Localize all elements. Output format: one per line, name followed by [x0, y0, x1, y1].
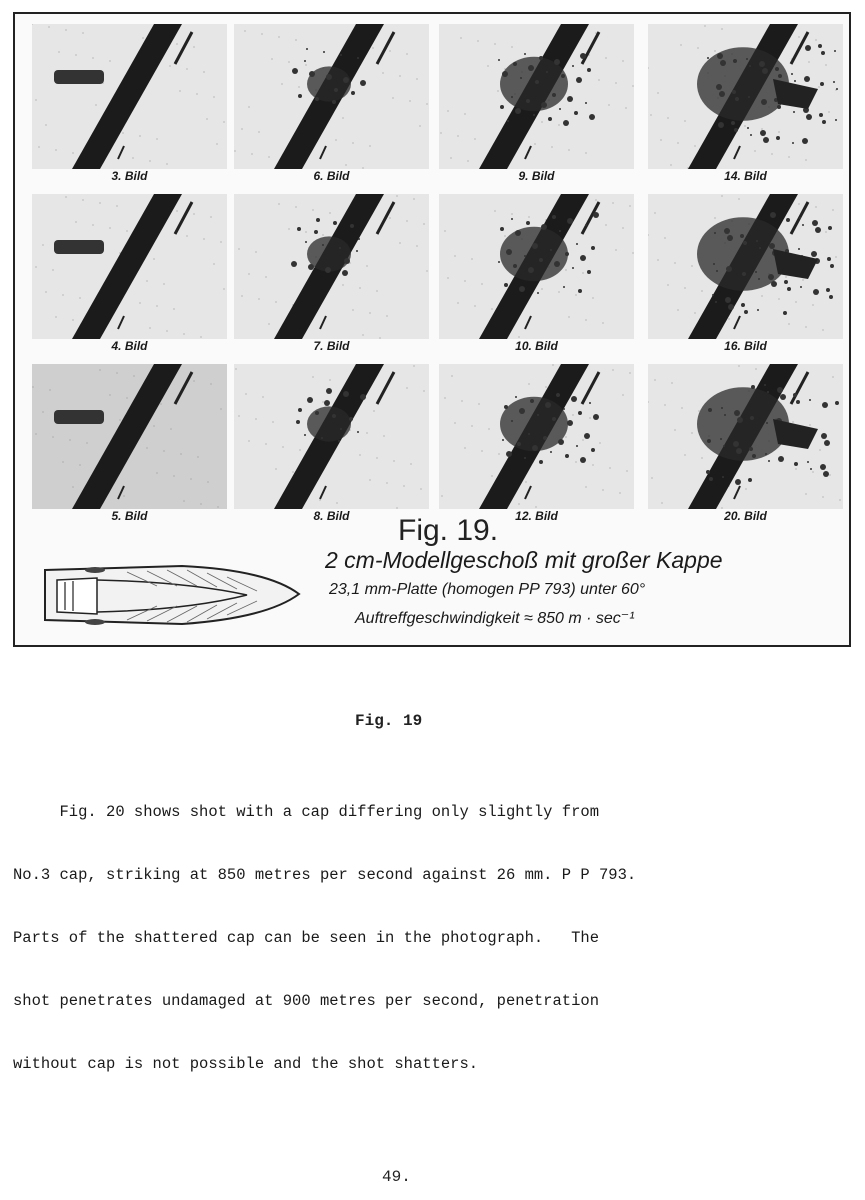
photo-frame [648, 24, 843, 169]
photo-frame-caption: 16. Bild [724, 339, 767, 353]
figure-reference-label: Fig. 19 [355, 712, 423, 730]
photo-frame-caption: 7. Bild [313, 339, 350, 353]
photo-frame [32, 364, 227, 509]
photo-frame-caption: 12. Bild [515, 509, 558, 523]
body-line: Fig. 20 shows shot with a cap differing only slightly from [13, 803, 599, 821]
body-line: shot penetrates undamaged at 900 metres per second, penetration [13, 992, 599, 1010]
photo-frame [648, 194, 843, 339]
photo-frame-caption: 14. Bild [724, 169, 767, 183]
figure-plate [13, 12, 851, 647]
photo-frame-caption: 10. Bild [515, 339, 558, 353]
photo-frame [234, 364, 429, 509]
figure-handwritten-label: Fig. 19. [398, 514, 499, 547]
body-paragraph [13, 760, 833, 1096]
photo-frame [32, 24, 227, 169]
body-line: without cap is not possible and the shot shatters. [13, 1055, 479, 1073]
photo-frame [234, 194, 429, 339]
photo-frame [648, 364, 843, 509]
photo-frame-caption: 9. Bild [518, 169, 555, 183]
photo-frame [439, 364, 634, 509]
photo-frame-caption: 3. Bild [111, 169, 148, 183]
photo-frame [234, 24, 429, 169]
body-line: No.3 cap, striking at 850 metres per second against 26 mm. P P 793. [13, 866, 637, 884]
figure-title: 2 cm-Modellgeschoß mit großer Kappe [325, 547, 723, 573]
photo-frame-caption: 20. Bild [724, 509, 767, 523]
page-number: 49. [382, 1168, 411, 1186]
photo-frame-caption: 5. Bild [111, 509, 148, 523]
body-line: Parts of the shattered cap can be seen in the photograph. The [13, 929, 599, 947]
figure-impact-velocity: Auftreffgeschwindigkeit ≈ 850 m · sec⁻¹ [355, 610, 635, 627]
photo-frame [439, 24, 634, 169]
projectile-cross-section-drawing [37, 556, 307, 636]
photo-frame-caption: 8. Bild [313, 509, 350, 523]
photo-frame-caption: 6. Bild [313, 169, 350, 183]
photo-frame [32, 194, 227, 339]
figure-plate-spec: 23,1 mm-Platte (homogen PP 793) unter 60° [329, 581, 646, 598]
photo-frame-caption: 4. Bild [111, 339, 148, 353]
photo-frame [439, 194, 634, 339]
